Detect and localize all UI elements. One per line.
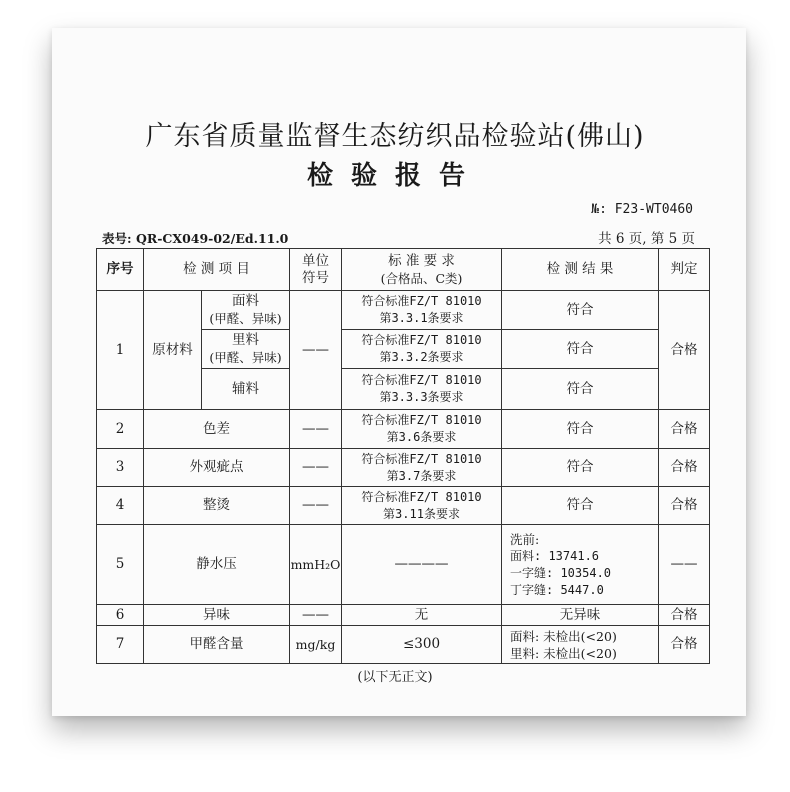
row1-sub1-name xyxy=(202,291,290,330)
header-standard-line2: (合格品、C类) xyxy=(380,270,463,286)
row3-verdict: 合格 xyxy=(659,449,710,487)
row7-result-line: 里料: 未检出(<20) xyxy=(510,645,617,661)
row2-result: 符合 xyxy=(502,410,659,449)
row6-no: 6 xyxy=(97,605,144,626)
row5-unit: mmH₂O xyxy=(290,525,342,605)
row1-sub1-name-line2: (甲醛、异味) xyxy=(209,311,282,326)
row4-no: 4 xyxy=(97,487,144,525)
row1-sub2-name-line2: (甲醛、异味) xyxy=(209,350,282,365)
report-subtitle: 检验报告 xyxy=(306,161,483,191)
header-unit xyxy=(290,249,342,291)
row1-sub2-name-line1: 里料 xyxy=(232,332,259,348)
row4-unit: —— xyxy=(290,487,342,525)
row4-item: 整烫 xyxy=(144,487,290,525)
row5-no: 5 xyxy=(97,525,144,605)
row3-standard xyxy=(342,449,502,487)
page-info: 共 6 页, 第 5 页 xyxy=(598,231,695,247)
row1-verdict: 合格 xyxy=(659,291,710,410)
row2-standard-line1: 符合标准FZ/T 81010 xyxy=(361,413,482,427)
row7-standard: ≤300 xyxy=(342,626,502,664)
header-unit-line2: 符号 xyxy=(302,269,329,286)
row1-category: 原材料 xyxy=(144,291,202,410)
header-unit-line1: 单位 xyxy=(302,252,329,269)
end-of-text-note: (以下无正文) xyxy=(357,670,433,685)
row3-standard-line2: 第3.7条要求 xyxy=(386,468,457,483)
header-no: 序号 xyxy=(97,249,144,291)
report-number: №: F23-WT0460 xyxy=(591,202,693,217)
row4-standard-line2: 第3.11条要求 xyxy=(383,506,460,521)
row1-no: 1 xyxy=(97,291,144,410)
row3-result: 符合 xyxy=(502,449,659,487)
row2-verdict: 合格 xyxy=(659,410,710,449)
header-verdict: 判定 xyxy=(659,249,710,291)
row6-result: 无异味 xyxy=(502,605,659,626)
row6-standard: 无 xyxy=(342,605,502,626)
form-number: 表号: QR-CX049-02/Ed.11.0 xyxy=(102,231,289,246)
row4-standard xyxy=(342,487,502,525)
row3-no: 3 xyxy=(97,449,144,487)
row3-standard-line1: 符合标准FZ/T 81010 xyxy=(361,451,482,466)
row1-sub2-standard-line1: 符合标准FZ/T 81010 xyxy=(361,333,482,347)
row1-sub3-standard-line1: 符合标准FZ/T 81010 xyxy=(361,373,482,387)
row1-sub1-standard xyxy=(342,291,502,330)
row5-result-line: 一字缝: 10354.0 xyxy=(510,565,612,580)
table-row xyxy=(97,291,710,330)
row5-item: 静水压 xyxy=(144,525,290,605)
row2-standard xyxy=(342,410,502,449)
row5-standard: ———— xyxy=(342,525,502,605)
row7-result-line: 面料: 未检出(<20) xyxy=(510,628,617,644)
row1-sub2-standard-line2: 第3.3.2条要求 xyxy=(379,350,464,364)
row1-sub1-standard-line1: 符合标准FZ/T 81010 xyxy=(361,294,482,308)
row6-unit: —— xyxy=(290,605,342,626)
header-result: 检 测 结 果 xyxy=(502,249,659,291)
institution-title: 广东省质量监督生态纺织品检验站(佛山) xyxy=(145,121,645,152)
row2-no: 2 xyxy=(97,410,144,449)
row1-unit: —— xyxy=(290,291,342,410)
table-row xyxy=(97,626,710,664)
row1-sub1-name-line1: 面料 xyxy=(232,293,259,309)
row7-unit: mg/kg xyxy=(290,626,342,664)
row7-item: 甲醛含量 xyxy=(144,626,290,664)
header-item: 检 测 项 目 xyxy=(144,249,290,291)
row4-verdict: 合格 xyxy=(659,487,710,525)
table-row xyxy=(97,525,710,605)
row5-result-line: 洗前: xyxy=(510,531,540,547)
row7-no: 7 xyxy=(97,626,144,664)
row3-item: 外观疵点 xyxy=(144,449,290,487)
row1-sub1-standard-line2: 第3.3.1条要求 xyxy=(379,311,464,325)
row6-verdict: 合格 xyxy=(659,605,710,626)
row1-sub3-standard xyxy=(342,369,502,410)
row1-sub2-result: 符合 xyxy=(502,330,659,369)
row5-result-line: 丁字缝: 5447.0 xyxy=(510,582,604,597)
table-header-row xyxy=(97,249,710,291)
table-row xyxy=(97,605,710,626)
row7-verdict: 合格 xyxy=(659,626,710,664)
row1-sub3-result: 符合 xyxy=(502,369,659,410)
row1-sub3-standard-line2: 第3.3.3条要求 xyxy=(379,390,464,404)
row4-standard-line1: 符合标准FZ/T 81010 xyxy=(361,489,482,504)
row1-sub3-name: 辅料 xyxy=(202,369,290,410)
row2-unit: —— xyxy=(290,410,342,449)
table-row xyxy=(97,449,710,487)
row2-item: 色差 xyxy=(144,410,290,449)
row2-standard-line2: 第3.6条要求 xyxy=(386,430,457,444)
header-standard-line1: 标 准 要 求 xyxy=(388,252,455,269)
row4-result: 符合 xyxy=(502,487,659,525)
row3-unit: —— xyxy=(290,449,342,487)
row1-sub1-result: 符合 xyxy=(502,291,659,330)
row5-result xyxy=(502,525,659,605)
row5-result-line: 面料: 13741.6 xyxy=(510,548,600,563)
row1-sub2-standard xyxy=(342,330,502,369)
row5-verdict: —— xyxy=(659,525,710,605)
table-row xyxy=(97,487,710,525)
inspection-table xyxy=(96,248,710,664)
row7-result xyxy=(502,626,659,664)
header-standard xyxy=(342,249,502,291)
row1-sub2-name xyxy=(202,330,290,369)
row6-item: 异味 xyxy=(144,605,290,626)
table-row xyxy=(97,410,710,449)
